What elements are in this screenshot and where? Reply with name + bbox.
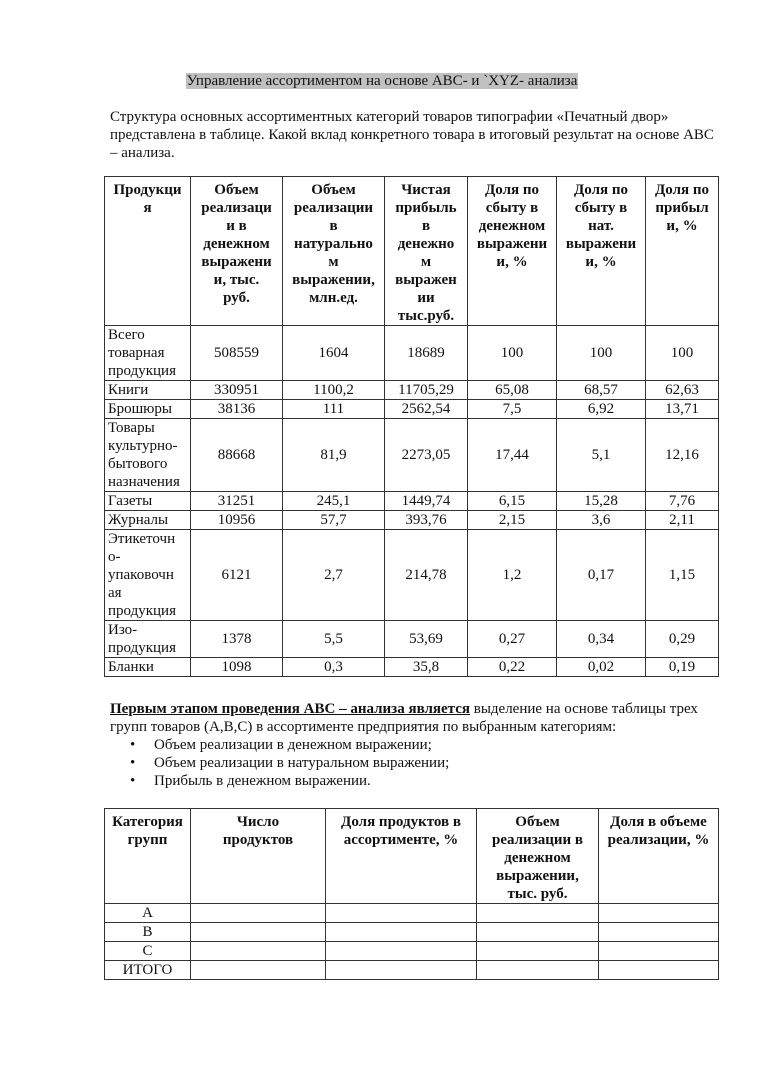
table-cell: 1098 xyxy=(191,658,283,677)
list-item: • Прибыль в денежном выражении. xyxy=(154,772,720,790)
table-row xyxy=(105,621,719,658)
empty-input-cell[interactable] xyxy=(599,942,719,961)
table-cell: 2,11 xyxy=(646,511,719,530)
table-cell: 18689 xyxy=(385,326,468,381)
table-cell: 0,02 xyxy=(557,658,646,677)
table-cell: 31251 xyxy=(191,492,283,511)
group-label-cell: В xyxy=(105,923,191,942)
table-cell: 5,1 xyxy=(557,419,646,492)
table-cell: 1604 xyxy=(283,326,385,381)
table-cell: 68,57 xyxy=(557,381,646,400)
table-cell: 65,08 xyxy=(468,381,557,400)
table-cell: 6,92 xyxy=(557,400,646,419)
product-name-cell: Книги xyxy=(105,381,191,400)
table-cell: 1449,74 xyxy=(385,492,468,511)
column-header: Продукци я xyxy=(105,177,191,326)
table-cell: 0,34 xyxy=(557,621,646,658)
table-cell: 17,44 xyxy=(468,419,557,492)
table-row xyxy=(105,658,719,677)
table-cell: 6121 xyxy=(191,530,283,621)
empty-input-cell[interactable] xyxy=(477,942,599,961)
table-cell: 2,15 xyxy=(468,511,557,530)
column-header: Доля в объеме реализации, % xyxy=(599,809,719,904)
list-item: • Объем реализации в денежном выражении; xyxy=(154,736,720,754)
column-header: Доля по сбыту в нат. выражени и, % xyxy=(557,177,646,326)
list-item: • Объем реализации в натуральном выражении; xyxy=(154,754,720,772)
table-cell: 3,6 xyxy=(557,511,646,530)
table-row xyxy=(105,530,719,621)
table-cell: 15,28 xyxy=(557,492,646,511)
table-cell: 508559 xyxy=(191,326,283,381)
step-paragraph: Первым этапом проведения АВС – анализа является выделение на основе таблицы трех групп товаров (А,В,С) в ассортименте предприятия по выбранным категориям: • Объем реализации в денежном выражении; • Объем реализации в натуральном выражении; • Прибыль в денежном выражении. xyxy=(110,700,720,790)
empty-input-cell[interactable] xyxy=(191,961,326,980)
empty-input-cell[interactable] xyxy=(326,942,477,961)
table-cell: 2,7 xyxy=(283,530,385,621)
table-cell: 393,76 xyxy=(385,511,468,530)
table-cell: 7,5 xyxy=(468,400,557,419)
table-cell: 0,19 xyxy=(646,658,719,677)
product-name-cell: Бланки xyxy=(105,658,191,677)
table-row xyxy=(105,511,719,530)
table-cell: 88668 xyxy=(191,419,283,492)
table-cell: 81,9 xyxy=(283,419,385,492)
group-label-cell: ИТОГО xyxy=(105,961,191,980)
table-row xyxy=(105,904,719,923)
table-cell: 0,3 xyxy=(283,658,385,677)
table-row xyxy=(105,923,719,942)
table-cell: 111 xyxy=(283,400,385,419)
table-cell: 245,1 xyxy=(283,492,385,511)
table-cell: 62,63 xyxy=(646,381,719,400)
empty-input-cell[interactable] xyxy=(599,923,719,942)
column-header: Объем реализации в натурально м выражении, млн.ед. xyxy=(283,177,385,326)
intro-paragraph: Структура основных ассортиментных категорий товаров типографии «Печатный двор» представлена в таблице. Какой вклад конкретного товара в итоговый результат на основе АВС – анализа. xyxy=(110,109,714,161)
product-name-cell: Этикеточн о- упаковочн ая продукция xyxy=(105,530,191,621)
group-label-cell: А xyxy=(105,904,191,923)
table-cell: 12,16 xyxy=(646,419,719,492)
empty-input-cell[interactable] xyxy=(326,923,477,942)
table-cell: 1378 xyxy=(191,621,283,658)
empty-input-cell[interactable] xyxy=(191,942,326,961)
group-label-cell: С xyxy=(105,942,191,961)
empty-input-cell[interactable] xyxy=(599,961,719,980)
step-heading: Первым этапом проведения АВС – анализа является xyxy=(110,701,470,717)
table-row xyxy=(105,400,719,419)
table-row xyxy=(105,326,719,381)
table-cell: 100 xyxy=(557,326,646,381)
column-header: Доля продуктов в ассортименте, % xyxy=(326,809,477,904)
product-name-cell: Всего товарная продукция xyxy=(105,326,191,381)
product-name-cell: Изо- продукция xyxy=(105,621,191,658)
table-cell: 2273,05 xyxy=(385,419,468,492)
column-header: Доля по прибыл и, % xyxy=(646,177,719,326)
table-cell: 10956 xyxy=(191,511,283,530)
empty-input-cell[interactable] xyxy=(326,961,477,980)
table-cell: 53,69 xyxy=(385,621,468,658)
assortment-table xyxy=(104,176,719,677)
empty-input-cell[interactable] xyxy=(477,961,599,980)
table-cell: 100 xyxy=(646,326,719,381)
criteria-list xyxy=(110,736,720,790)
table-cell: 0,27 xyxy=(468,621,557,658)
table-cell: 0,17 xyxy=(557,530,646,621)
product-name-cell: Газеты xyxy=(105,492,191,511)
empty-input-cell[interactable] xyxy=(599,904,719,923)
table-cell: 214,78 xyxy=(385,530,468,621)
table-cell: 7,76 xyxy=(646,492,719,511)
table-cell: 38136 xyxy=(191,400,283,419)
empty-input-cell[interactable] xyxy=(326,904,477,923)
table-cell: 1,15 xyxy=(646,530,719,621)
table-cell: 0,22 xyxy=(468,658,557,677)
empty-input-cell[interactable] xyxy=(191,923,326,942)
table-row xyxy=(105,381,719,400)
column-header: Объем реализации в денежном выражении, тыс. руб. xyxy=(477,809,599,904)
table-cell: 5,5 xyxy=(283,621,385,658)
table-cell: 1,2 xyxy=(468,530,557,621)
column-header: Категория групп xyxy=(105,809,191,904)
table-cell: 330951 xyxy=(191,381,283,400)
table-cell: 35,8 xyxy=(385,658,468,677)
table-row xyxy=(105,492,719,511)
column-header: Число продуктов xyxy=(191,809,326,904)
table-cell: 57,7 xyxy=(283,511,385,530)
table-cell: 0,29 xyxy=(646,621,719,658)
product-name-cell: Журналы xyxy=(105,511,191,530)
table-cell: 2562,54 xyxy=(385,400,468,419)
column-header: Объем реализаци и в денежном выражени и, тыс. руб. xyxy=(191,177,283,326)
table-cell: 6,15 xyxy=(468,492,557,511)
column-header: Доля по сбыту в денежном выражени и, % xyxy=(468,177,557,326)
column-header: Чистая прибыль в денежно м выражен ии тыс.руб. xyxy=(385,177,468,326)
table-cell: 100 xyxy=(468,326,557,381)
empty-input-cell[interactable] xyxy=(477,904,599,923)
table-row xyxy=(105,419,719,492)
table-cell: 11705,29 xyxy=(385,381,468,400)
document-title: Управление ассортиментом на основе АВС- и `XYZ- анализа xyxy=(186,73,578,89)
table-cell: 1100,2 xyxy=(283,381,385,400)
empty-input-cell[interactable] xyxy=(477,923,599,942)
table-row xyxy=(105,961,719,980)
empty-input-cell[interactable] xyxy=(191,904,326,923)
table-cell: 13,71 xyxy=(646,400,719,419)
abc-groups-table xyxy=(104,808,719,980)
product-name-cell: Брошюры xyxy=(105,400,191,419)
table-row xyxy=(105,942,719,961)
product-name-cell: Товары культурно- бытового назначения xyxy=(105,419,191,492)
